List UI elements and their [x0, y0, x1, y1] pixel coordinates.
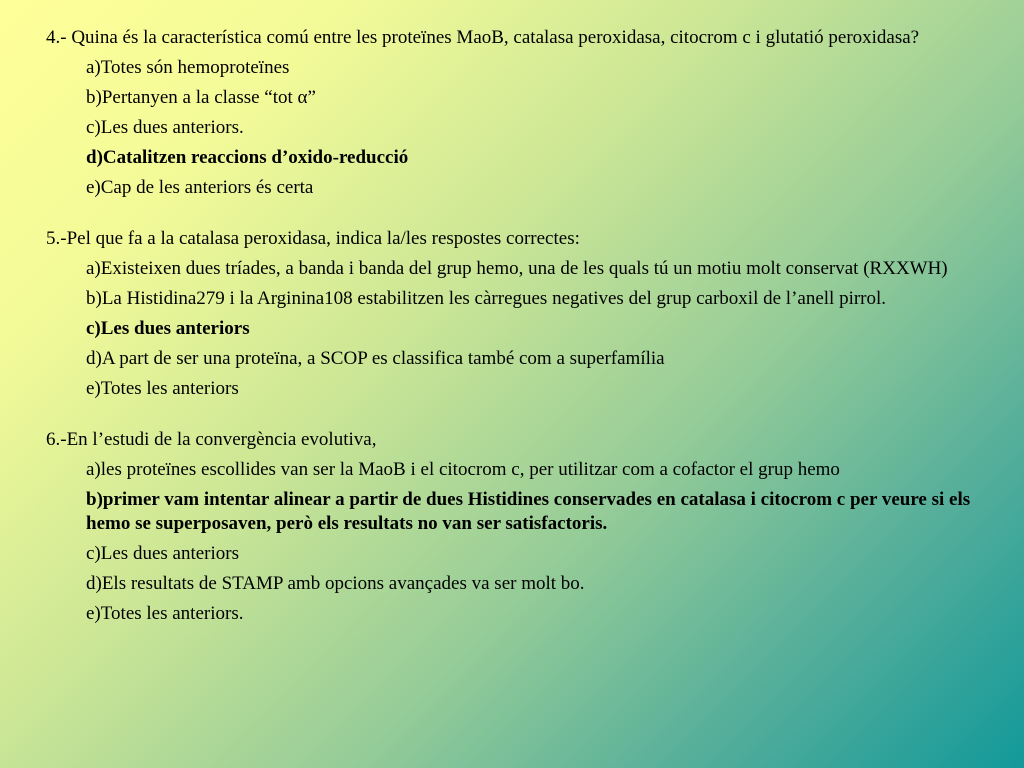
- question-4-stem: 4.- Quina és la característica comú entre les proteïnes MaoB, catalasa peroxidasa, citocrom c i glutatió peroxidasa?: [46, 27, 920, 48]
- question-6: [46, 428, 984, 626]
- question-6-option-e: e)Totes les anteriors.: [86, 603, 244, 624]
- question-6-stem: 6.-En l’estudi de la convergència evolutiva,: [46, 429, 377, 450]
- question-6-option-d: d)Els resultats de STAMP amb opcions avançades va ser molt bo.: [86, 573, 585, 594]
- question-6-option-b-correct: b)primer vam intentar alinear a partir de dues Histidines conservades en catalasa i citocrom c per veure si els hemo se superposaven, però els resultats no van ser satisfactoris.: [86, 489, 971, 534]
- question-6-option-c: c)Les dues anteriors: [86, 543, 239, 564]
- question-4: [46, 26, 984, 200]
- question-4-option-a: a)Totes són hemoproteïnes: [86, 57, 290, 78]
- question-5-option-a: a)Existeixen dues tríades, a banda i banda del grup hemo, una de les quals tú un motiu molt conservat (RXXWH): [86, 258, 948, 279]
- question-4-option-c: c)Les dues anteriors.: [86, 117, 244, 138]
- question-5-option-b: b)La Histidina279 i la Arginina108 estabilitzen les càrregues negatives del grup carboxil de l’anell pirrol.: [86, 288, 887, 309]
- question-5-option-d: d)A part de ser una proteïna, a SCOP es classifica també com a superfamília: [86, 348, 665, 369]
- question-4-option-d-correct: d)Catalitzen reaccions d’oxido-reducció: [86, 147, 409, 168]
- question-5: [46, 227, 984, 401]
- question-6-option-a: a)les proteïnes escollides van ser la MaoB i el citocrom c, per utilitzar com a cofactor el grup hemo: [86, 459, 840, 480]
- question-5-option-e: e)Totes les anteriors: [86, 378, 239, 399]
- question-5-stem: 5.-Pel que fa a la catalasa peroxidasa, indica la/les respostes correctes:: [46, 228, 580, 249]
- question-4-option-b: b)Pertanyen a la classe “tot α”: [86, 87, 316, 108]
- question-4-option-e: e)Cap de les anteriors és certa: [86, 177, 314, 198]
- question-5-option-c-correct: c)Les dues anteriors: [86, 318, 250, 339]
